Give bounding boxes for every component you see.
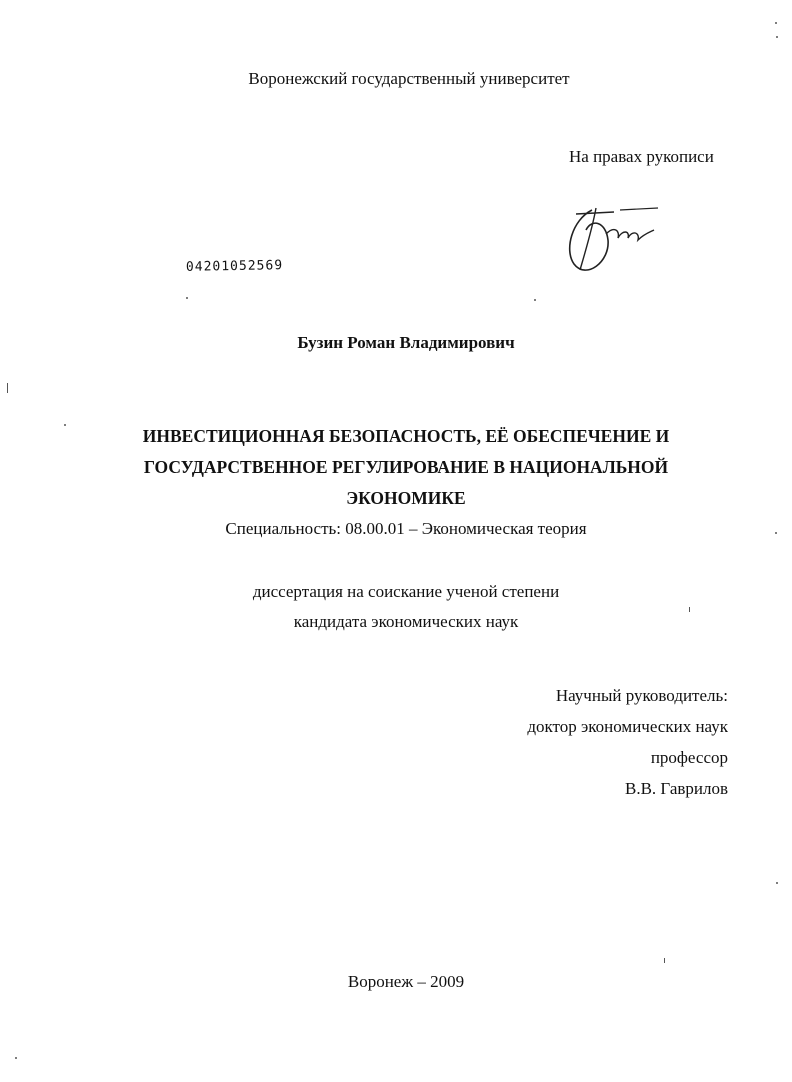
advisor-degree: доктор экономических наук	[527, 717, 728, 736]
city-and-year: Воронеж – 2009	[347, 972, 465, 991]
scan-speck	[186, 297, 188, 299]
dissertation-title-line: ИНВЕСТИЦИОННАЯ БЕЗОПАСНОСТЬ, ЕЁ ОБЕСПЕЧЕНИЕ И	[142, 426, 670, 446]
author-name: Бузин Роман Владимирович	[297, 333, 515, 352]
handwritten-signature	[562, 200, 672, 280]
scan-speck	[775, 532, 777, 534]
scan-speck	[664, 958, 665, 963]
degree-description-line: кандидата экономических наук	[293, 612, 519, 631]
degree-description-line: диссертация на соискание ученой степени	[252, 582, 560, 601]
dissertation-title-line: ЭКОНОМИКЕ	[346, 488, 466, 508]
scan-speck	[534, 299, 536, 301]
specialty: Специальность: 08.00.01 – Экономическая теория	[225, 519, 587, 538]
scan-speck	[776, 36, 778, 38]
scan-speck	[15, 1057, 17, 1059]
manuscript-rights-note: На правах рукописи	[569, 147, 714, 166]
scan-speck	[64, 424, 66, 426]
university-name: Воронежский государственный университет	[248, 69, 570, 88]
advisor-label: Научный руководитель:	[555, 686, 728, 705]
document-registration-number: 04201052569	[185, 258, 284, 275]
advisor-rank: профессор	[650, 748, 728, 767]
scan-speck	[776, 882, 778, 884]
scan-speck	[7, 383, 8, 393]
scan-speck	[689, 607, 690, 612]
dissertation-title-line: ГОСУДАРСТВЕННОЕ РЕГУЛИРОВАНИЕ В НАЦИОНАЛЬНОЙ	[143, 457, 669, 477]
advisor-name: В.В. Гаврилов	[624, 779, 728, 798]
scan-speck	[775, 22, 777, 24]
